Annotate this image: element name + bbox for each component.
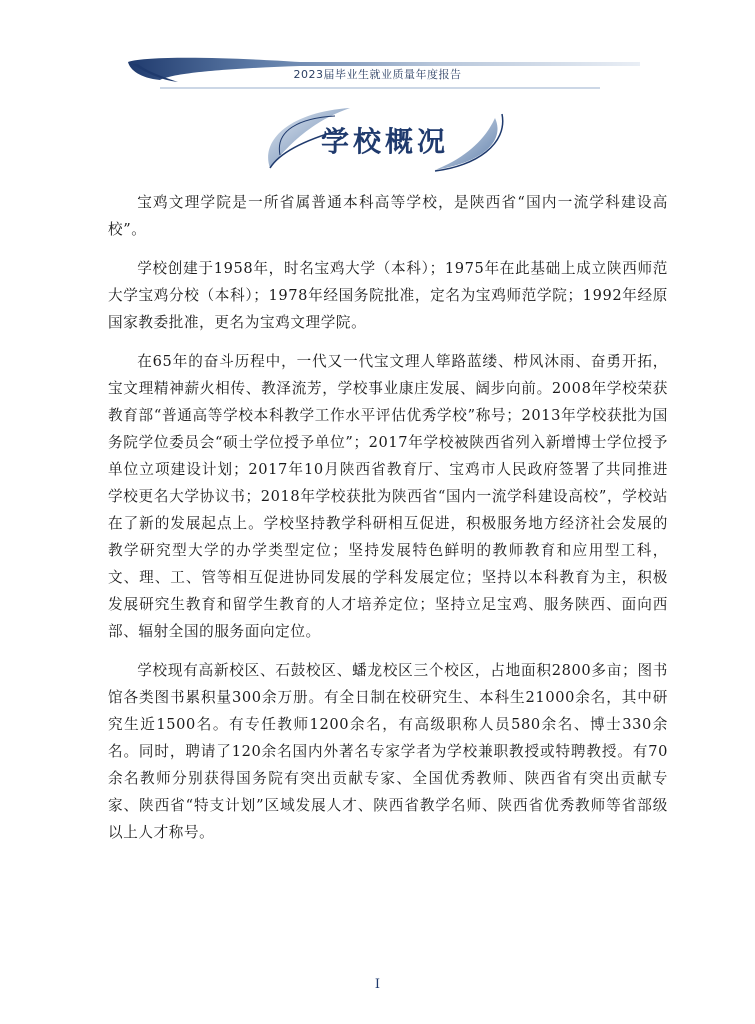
paragraph-intro: 宝鸡文理学院是一所省属普通本科高等学校，是陕西省“国内一流学科建设高校”。 xyxy=(108,194,668,238)
report-title: 2023届毕业生就业质量年度报告 xyxy=(293,68,462,81)
paragraph-campus: 学校现有高新校区、石鼓校区、蟠龙校区三个校区，占地面积2800多亩；图书馆各类图书累积量300余万册。有全日制在校研究生、本科生21000余名，其中研究生近1500名。有专任教师1200余名，有高级职称人员580余名、博士330余名。同时，聘请了120余名国内外著名专家学者为学校兼职教授或特聘教授。有70余名教师分别获得国务院有突出贡献专家、全国优秀教师、陕西省有突出贡献专家、陕西省“特支计划”区域发展人才、陕西省教学名师、陕西省优秀教师等省部级以上人才称号。 xyxy=(108,662,668,841)
body-content xyxy=(108,189,668,858)
section-title: 学校概况 xyxy=(320,125,449,158)
header-decoration xyxy=(0,0,755,100)
paragraph-history: 学校创建于1958年，时名宝鸡大学（本科）；1975年在此基础上成立陕西师范大学宝鸡分校（本科）；1978年经国务院批准，定名为宝鸡师范学院；1992年经原国家教委批准，更名为宝鸡文理学院。 xyxy=(108,260,668,331)
paragraph-development: 在65年的奋斗历程中，一代又一代宝文理人筚路蓝缕、栉风沐雨、奋勇开拓，宝文理精神薪火相传、教泽流芳，学校事业康庄发展、阔步向前。2008年学校荣获教育部“普通高等学校本科教学工作水平评估优秀学校”称号；2013年学校获批为国务院学位委员会“硕士学位授予单位”；2017年学校被陕西省列入新增博士学位授予单位立项建设计划；2017年10月陕西省教育厅、宝鸡市人民政府签署了共同推进学校更名大学协议书；2018年学校获批为陕西省“国内一流学科建设高校”，学校站在了新的发展起点上。学校坚持教学科研相互促进，积极服务地方经济社会发展的教学研究型大学的办学类型定位；坚持发展特色鲜明的教师教育和应用型工科，文、理、工、管等相互促进协同发展的学科发展定位；坚持以本科教育为主，积极发展研究生教育和留学生教育的人才培养定位；坚持立足宝鸡、服务陕西、面向西部、辐射全国的服务面向定位。 xyxy=(108,353,668,640)
page-number: I xyxy=(374,977,381,992)
